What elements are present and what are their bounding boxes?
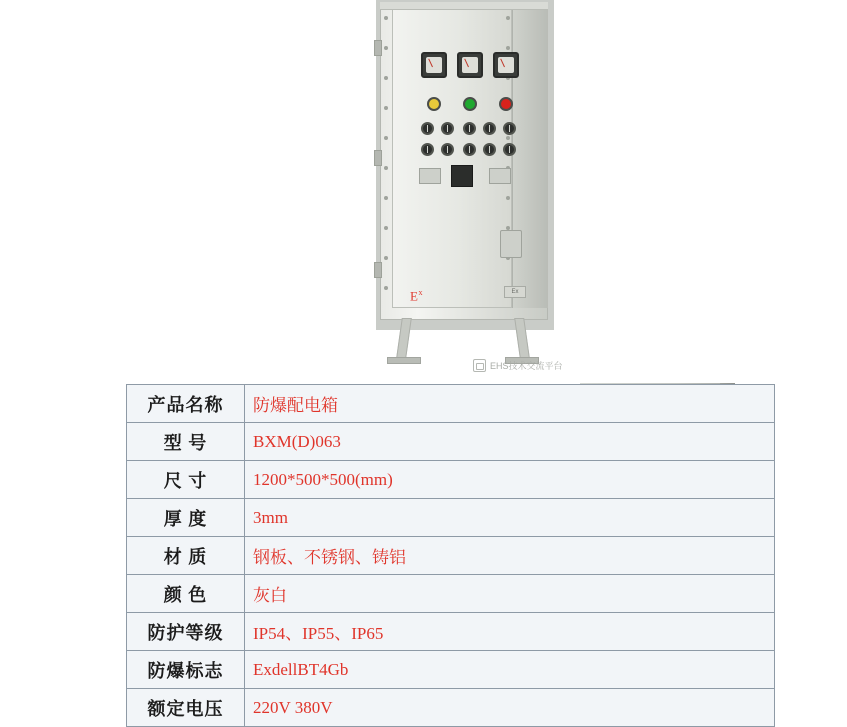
rotary-switch-4 [483, 122, 496, 135]
spec-value: 1200*500*500(mm) [245, 461, 775, 499]
cabinet-top-edge [380, 2, 548, 10]
side-connector [500, 230, 522, 258]
spec-label: 防护等级 [127, 613, 245, 651]
rotary-switch-8 [463, 143, 476, 156]
ex-marking: $E^x$ [410, 288, 423, 304]
rotary-switch-6 [421, 143, 434, 156]
table-row [127, 499, 775, 537]
product-spec-table [126, 384, 775, 727]
cabinet-right-side [512, 6, 548, 308]
table-row [127, 613, 775, 651]
spec-value: 钢板、不锈钢、铸铝 [245, 537, 775, 575]
rotary-switch-1 [421, 122, 434, 135]
bolt-column-left [384, 10, 390, 306]
rotary-switch-9 [483, 143, 496, 156]
indicator-lamp-yellow [427, 97, 441, 111]
spec-label: 厚 度 [127, 499, 245, 537]
app-logo-icon [473, 359, 486, 372]
table-row [127, 423, 775, 461]
spec-value: 220V 380V [245, 689, 775, 727]
rotary-switch-7 [441, 143, 454, 156]
indicator-lamp-green [463, 97, 477, 111]
nameplate: Ex [504, 286, 526, 298]
rotary-switch-5 [503, 122, 516, 135]
table-row [127, 575, 775, 613]
indicator-lamp-red [499, 97, 513, 111]
spec-label: 尺 寸 [127, 461, 245, 499]
base-foot-left [387, 357, 421, 364]
table-row [127, 537, 775, 575]
spec-value: 3mm [245, 499, 775, 537]
rotary-switch-10 [503, 143, 516, 156]
rotary-switch-3 [463, 122, 476, 135]
panel-meter-2 [457, 52, 483, 78]
terminal-block-2 [489, 168, 511, 184]
spec-label: 颜 色 [127, 575, 245, 613]
panel-meter-1 [421, 52, 447, 78]
table-row [127, 385, 775, 423]
device-module-1 [451, 165, 473, 187]
spec-value: 防爆配电箱 [245, 385, 775, 423]
spec-label: 材 质 [127, 537, 245, 575]
table-row [127, 689, 775, 727]
rotary-switch-2 [441, 122, 454, 135]
spec-value: BXM(D)063 [245, 423, 775, 461]
watermark [473, 359, 563, 372]
door-hinge-top [374, 40, 382, 56]
spec-value: 灰白 [245, 575, 775, 613]
panel-meter-3 [493, 52, 519, 78]
table-row [127, 461, 775, 499]
terminal-block-1 [419, 168, 441, 184]
spec-label: 防爆标志 [127, 651, 245, 689]
spec-value: ExdellBT4Gb [245, 651, 775, 689]
spec-label: 额定电压 [127, 689, 245, 727]
spec-label: 型 号 [127, 423, 245, 461]
watermark-text: EHS技术交流平台 [490, 361, 563, 371]
door-hinge-bottom [374, 262, 382, 278]
door-hinge-middle [374, 150, 382, 166]
spec-label: 产品名称 [127, 385, 245, 423]
spec-value: IP54、IP55、IP65 [245, 613, 775, 651]
table-row [127, 651, 775, 689]
